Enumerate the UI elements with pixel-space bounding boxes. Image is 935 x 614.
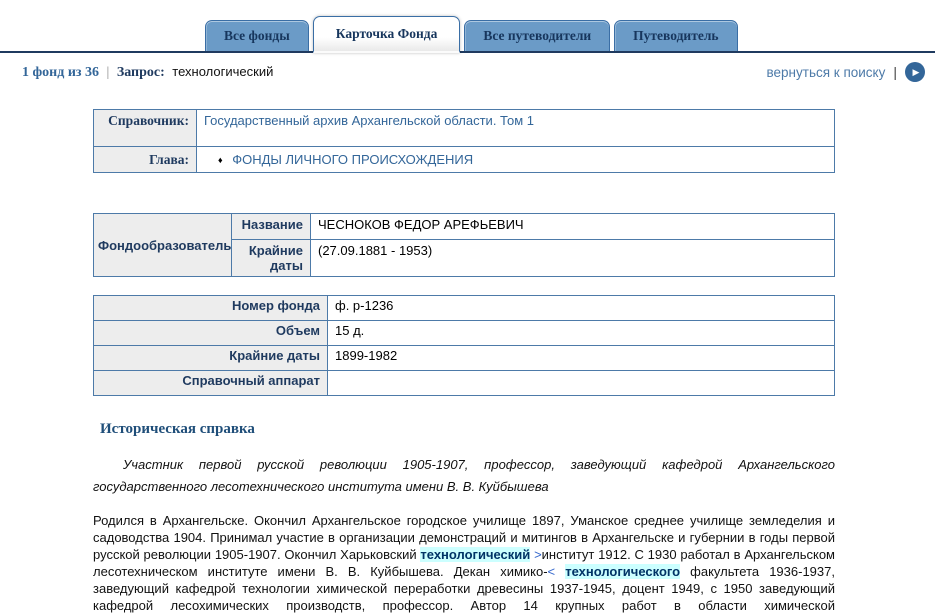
next-result-button[interactable] [905,62,925,82]
tab-guide[interactable]: Путеводитель [614,20,737,51]
creator-table [93,213,835,277]
history-heading: Историческая справка [100,421,255,437]
fund-apparatus-value [328,371,835,396]
tab-all-guides[interactable]: Все путеводители [464,20,610,51]
fund-volume-label: Объем [94,321,328,346]
bullet-icon: ♦ [218,155,223,165]
creator-dates-value: (27.09.1881 - 1953) [311,240,835,277]
fund-details-table [93,295,835,396]
fund-dates-value: 1899-1982 [328,346,835,371]
chapter-value-cell [197,147,835,173]
history-text-segment: Родился в Архангельске. Окончил Архангельское городское училище 1897, Уманское среднее училище земледелия и садоводства 1904. Принимал участие в организации демонстраций и митингов в Архангельске и губернии в годы первой русской революции 1905-1907. Окончил Харьковский [93,513,835,562]
creator-name-label: Название [232,214,311,240]
table-row [94,110,835,147]
back-to-search-link[interactable]: вернуться к поиску [766,64,886,80]
query-value: технологический [172,63,274,79]
result-summary [22,64,273,81]
fund-card-content [93,109,835,614]
chapter-label: Глава: [94,147,197,173]
next-hit-arrow[interactable]: > [530,547,542,562]
tab-fund-card[interactable]: Карточка Фонда [313,16,461,53]
guide-volume-link[interactable]: Государственный архив Архангельской области. Том 1 [204,113,534,128]
table-row [94,296,835,321]
search-hit-highlight: технологического [565,564,681,579]
tab-bar [0,0,935,53]
fund-dates-label: Крайние даты [94,346,328,371]
table-row [94,346,835,371]
chapter-link[interactable]: ФОНДЫ ЛИЧНОГО ПРОИСХОЖДЕНИЯ [232,152,474,167]
back-separator: | [893,64,897,80]
search-hit-highlight: технологический [420,547,531,562]
creator-name-value: ЧЕСНОКОВ ФЕДОР АРЕФЬЕВИЧ [311,214,835,240]
fund-volume-value: 15 д. [328,321,835,346]
creator-group-label: Фондообразователь [94,214,232,277]
table-row [94,214,835,240]
table-row [94,321,835,346]
history-text-segment: факультета 1936-1937, заведующий кафедрой технологии химической переработки древесины 1937-1945, доцент 1949, с 1950 заведующий кафедрой лесохимических производств, профессор. Автор 14 крупных работ в области химической [93,564,835,613]
play-icon: ▶ [912,66,920,77]
tab-all-funds[interactable]: Все фонды [205,20,309,51]
query-label: Запрос: [116,64,165,80]
result-bar [0,53,935,91]
reference-table [93,109,835,173]
fund-number-value: ф. р-1236 [328,296,835,321]
reference-label: Справочник: [94,110,197,147]
fund-number-label: Номер фонда [94,296,328,321]
table-row [94,147,835,173]
prev-hit-arrow[interactable]: < [547,564,566,579]
result-bar-actions [767,62,925,82]
creator-dates-label: Крайние даты [232,240,311,277]
table-row [94,371,835,396]
history-section [93,421,835,614]
history-text-segment: институт 1912. С 1930 работал в Архангельском лесотехническом институте имени В. В. Куйбышева. Декан химико- [93,547,835,579]
result-count: 1 фонд из 36 [22,64,100,80]
fund-apparatus-label: Справочный аппарат [94,371,328,396]
history-body-paragraph [93,512,835,614]
result-separator: | [106,64,110,80]
history-lead-paragraph: Участник первой русской революции 1905-1907, профессор, заведующий кафедрой Архангельского государственного лесотехнического института имени В. В. Куйбышева [93,457,835,494]
reference-value-cell [197,110,835,147]
